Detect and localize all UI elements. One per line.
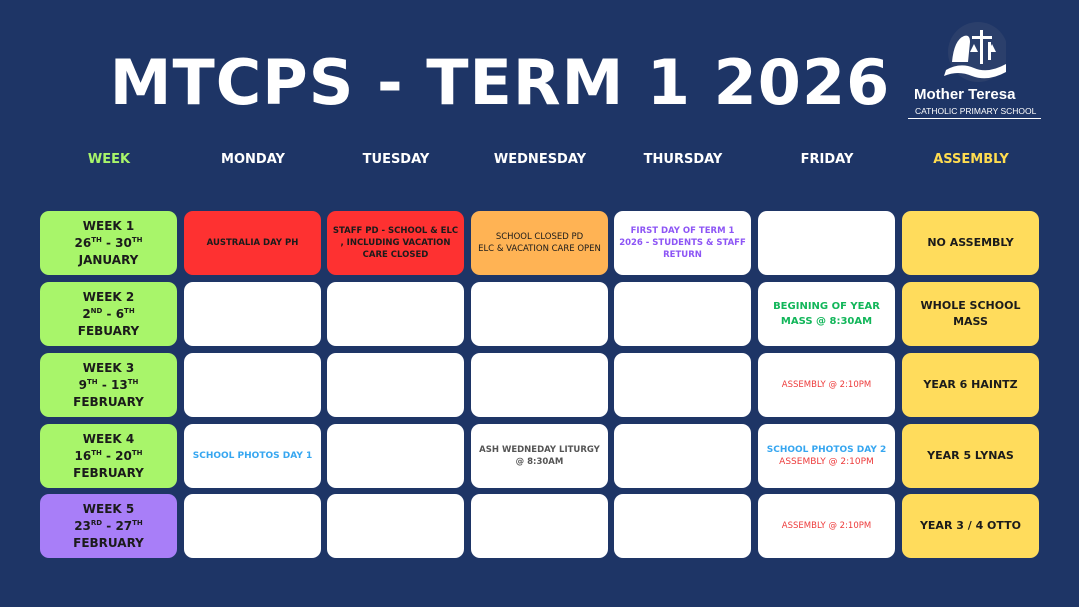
assembly-cell-1 [902,211,1039,275]
event-text: STAFF PD - SCHOOL & ELC , INCLUDING VACATION CARE CLOSED [332,226,459,260]
empty-cell [614,424,751,488]
event-text: FIRST DAY OF TERM 1 2026 - STUDENTS & STAFF RETURN [619,226,746,260]
event-text: MASS @ 8:30AM [780,316,873,327]
event-text: ELC & VACATION CARE OPEN [478,244,601,254]
week-month: JANUARY [78,252,139,267]
event-cell [327,211,464,275]
week-month: FEBRUARY [73,535,144,550]
header-thursday: THURSDAY [643,152,723,167]
page-title: MTCPS - TERM 1 2026 [109,46,891,119]
empty-cell [614,494,751,558]
header-tuesday: TUESDAY [362,152,430,167]
empty-cell [758,211,895,275]
week-label: WEEK 1 [82,218,135,233]
event-cell [184,424,321,488]
event-text: AUSTRALIA DAY PH [206,238,299,248]
week-cell-4 [40,424,177,488]
assembly-text: YEAR 3 / 4 OTTO [919,519,1022,532]
event-text: ASSEMBLY @ 2:10PM [781,521,872,531]
week-label: WEEK 4 [82,431,135,446]
assembly-text: YEAR 6 HAINTZ [923,378,1018,391]
week-dates: 2ND - 6TH [82,306,135,321]
event-text: SCHOOL CLOSED PD [495,232,584,242]
week-cell-5 [40,494,177,558]
event-cell [471,424,608,488]
empty-cell [471,494,608,558]
event-cell [614,211,751,275]
header-wednesday: WEDNESDAY [493,152,587,167]
week-month: FEBUARY [77,323,140,338]
week-month: FEBRUARY [73,394,144,409]
empty-cell [614,353,751,417]
logo-name: Mother Teresa [914,86,1016,103]
week-label: WEEK 2 [82,289,135,304]
week-label: WEEK 5 [82,501,135,516]
empty-cell [184,353,321,417]
header-assembly: ASSEMBLY [933,152,1009,167]
event-cell [184,211,321,275]
empty-cell [471,282,608,346]
header-week: WEEK [87,152,131,167]
week-label: WEEK 3 [82,360,135,375]
assembly-text: WHOLE SCHOOL MASS [920,299,1021,328]
empty-cell [184,494,321,558]
event-cell [758,424,895,488]
event-cell [471,211,608,275]
assembly-cell-3 [902,353,1039,417]
event-cell [758,282,895,346]
week-cell-1 [40,211,177,275]
assembly-text: YEAR 5 LYNAS [927,449,1014,462]
logo-subtitle: CATHOLIC PRIMARY SCHOOL [908,106,1041,119]
empty-cell [327,424,464,488]
week-month: FEBRUARY [73,465,144,480]
empty-cell [614,282,751,346]
week-cell-3 [40,353,177,417]
empty-cell [327,353,464,417]
event-cell [758,494,895,558]
empty-cell [184,282,321,346]
week-dates: 23RD - 27TH [74,518,143,533]
event-text: ASH WEDNEDAY LITURGY @ 8:30AM [479,445,600,467]
week-dates: 9TH - 13TH [78,377,139,392]
header-friday: FRIDAY [800,152,854,167]
event-text: BEGINING OF YEAR [773,301,880,312]
week-cell-2 [40,282,177,346]
event-text: SCHOOL PHOTOS DAY 1 [192,451,313,461]
assembly-text: NO ASSEMBLY [927,236,1014,249]
week-dates: 16TH - 20TH [74,448,143,463]
event-text: ASSEMBLY @ 2:10PM [781,380,872,390]
assembly-cell-4 [902,424,1039,488]
empty-cell [471,353,608,417]
event-text: ASSEMBLY @ 2:10PM [779,457,874,467]
school-logo [908,22,1048,122]
school-crest-icon [940,22,1006,86]
empty-cell [327,282,464,346]
assembly-cell-2 [902,282,1039,346]
empty-cell [327,494,464,558]
header-monday: MONDAY [221,152,285,167]
event-text: SCHOOL PHOTOS DAY 2 [766,445,887,455]
assembly-cell-5 [902,494,1039,558]
week-dates: 26TH - 30TH [74,235,143,250]
event-cell [758,353,895,417]
